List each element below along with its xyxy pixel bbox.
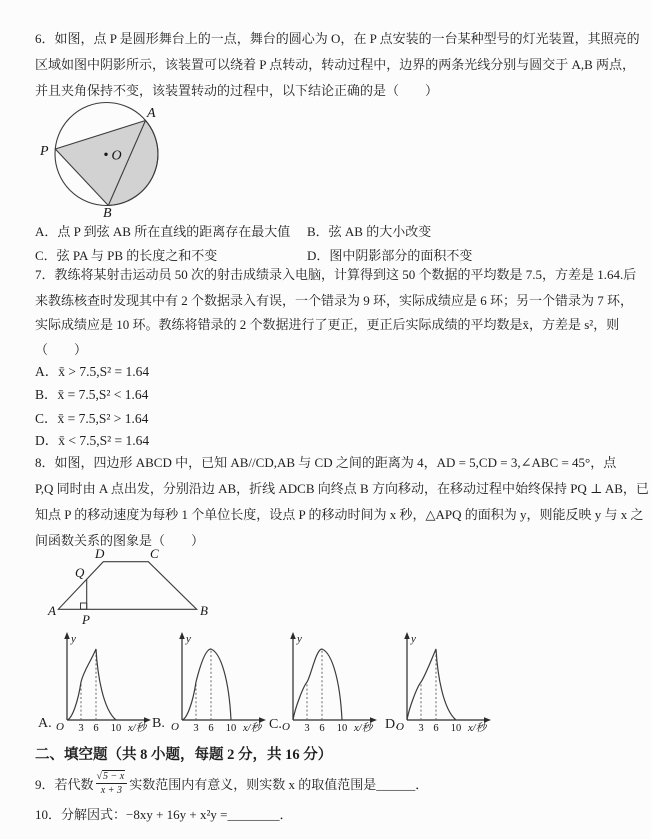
q6-option-b: B．弦 AB 的大小改变 <box>307 224 432 239</box>
tick-6: 6 <box>433 723 439 734</box>
right-angle-mark <box>81 603 87 609</box>
center-dot <box>104 153 107 156</box>
radical-sign: √ <box>96 771 103 782</box>
q7-option-c: C．x̄ = 7.5,S² > 1.64 <box>35 411 149 426</box>
x-axis-unit: x/秒 <box>468 723 487 734</box>
q8-line2: P,Q 同时由 A 点出发，分别沿边 AB，折线 ADCB 向终点 B 方向移动，在移动过程中始终保持 PQ ⊥ AB，已 <box>35 481 649 496</box>
y-axis-arrow <box>290 632 296 639</box>
origin-label: O <box>282 721 290 733</box>
y-axis-label: y <box>71 633 76 645</box>
q6-circle-figure <box>35 98 185 220</box>
y-axis-arrow <box>179 632 185 639</box>
curve-c <box>293 649 342 720</box>
origin-label: O <box>396 721 404 733</box>
q8-trapezoid-figure <box>40 548 220 630</box>
y-axis-label: y <box>186 633 191 645</box>
q8-graph-c <box>278 630 388 738</box>
tick-6: 6 <box>93 723 99 734</box>
label-d: D <box>95 548 105 561</box>
q9-fraction <box>96 770 128 796</box>
tick-10: 10 <box>336 723 348 734</box>
tick-10: 10 <box>225 723 237 734</box>
label-a: A <box>48 603 56 618</box>
q6-line1: 6．如图，点 P 是圆形舞台上的一点，舞台的圆心为 O，在 P 点安装的一台某种型号的灯光装置，其照亮的 <box>35 31 640 46</box>
x-axis-arrow <box>259 717 266 723</box>
q8-line3: 知点 P 的移动速度为每秒 1 个单位长度，设点 P 的移动时间为 x 秒，△APQ 的面积为 y，则能反映 y 与 x 之 <box>35 507 644 522</box>
tick-10: 10 <box>110 723 122 734</box>
tick-3: 3 <box>304 723 310 734</box>
tick-3: 3 <box>78 723 84 734</box>
label-c: C <box>150 548 159 561</box>
curve-d <box>407 649 456 720</box>
q9-suffix: 实数范围内有意义，则实数 x 的取值范围是______． <box>129 776 429 792</box>
tick-3: 3 <box>418 723 424 734</box>
q7-option-d: D．x̄ < 7.5,S² = 1.64 <box>35 433 150 448</box>
q6-line3: 并且夹角保持不变，该装置转动的过程中，以下结论正确的是（ ） <box>35 83 439 98</box>
shaded-region <box>55 121 158 206</box>
q7-line3: 实际成绩应是 10 环。教练将错录的 2 个数据进行了更正，更正后实际成绩的平均数是x̄，方差是 s²，则 <box>35 317 620 332</box>
q9-numerator: 5 − x <box>103 771 125 782</box>
tick-3: 3 <box>193 723 199 734</box>
y-axis-label: y <box>411 633 416 645</box>
x-axis-unit: x/秒 <box>128 723 147 734</box>
q7-line1: 7．教练将某射击运动员 50 次的射击成绩录入电脑，计算得到这 50 个数据的平均数是 7.5，方差是 1.64.后 <box>35 267 637 282</box>
label-b: B <box>200 603 208 618</box>
q10-line: 10．分解因式：−8xy + 16y + x²y =________． <box>35 807 293 822</box>
q8-line4: 间函数关系的图象是（ ） <box>35 533 205 548</box>
q8-graph-option-b-label: B. <box>152 716 165 731</box>
y-axis-arrow <box>404 632 410 639</box>
origin-label: O <box>171 721 179 733</box>
y-axis-arrow <box>64 632 70 639</box>
q6-option-a: A．点 P 到弦 AB 所在直线的距离存在最大值 <box>35 224 291 239</box>
label-a: A <box>147 106 156 121</box>
q8-line1: 8．如图，四边形 ABCD 中，已知 AB//CD,AB 与 CD 之间的距离为 4，AD = 5,CD = 3,∠ABC = 45°，点 <box>35 455 617 470</box>
tick-6: 6 <box>319 723 325 734</box>
curve-a <box>67 649 116 720</box>
x-axis-arrow <box>484 717 491 723</box>
q9-prefix: 9．若代数 <box>35 776 94 792</box>
origin-label: O <box>56 721 64 733</box>
q8-graph-b <box>167 630 277 738</box>
x-axis-unit: x/秒 <box>354 723 373 734</box>
q6-option-c: C．弦 PA 与 PB 的长度之和不变 <box>35 248 218 263</box>
q8-graph-d <box>392 630 502 738</box>
q8-graph-a <box>52 630 162 738</box>
q7-line4: （ ） <box>35 342 88 357</box>
curve-b <box>182 649 231 720</box>
x-axis-arrow <box>370 717 377 723</box>
q9-denominator: x + 3 <box>100 784 122 796</box>
q7-option-b: B．x̄ = 7.5,S² < 1.64 <box>35 387 149 402</box>
q7-line2: 来教练核查时发现其中有 2 个数据录入有误，一个错录为 9 环，实际成绩应是 6 环；另一个错录为 7 环， <box>35 293 634 308</box>
label-b: B <box>103 206 112 220</box>
q7-option-a: A．x̄ > 7.5,S² = 1.64 <box>35 364 150 379</box>
x-axis-arrow <box>144 717 151 723</box>
q8-graph-option-c-label: C. <box>269 717 282 732</box>
y-axis-label: y <box>297 633 302 645</box>
tick-6: 6 <box>208 723 214 734</box>
x-axis-unit: x/秒 <box>243 723 262 734</box>
label-q: Q <box>75 565 85 580</box>
label-p: P <box>82 612 90 627</box>
label-p: P <box>40 144 49 159</box>
tick-10: 10 <box>450 723 462 734</box>
section2-title: 二、填空题（共 8 小题，每题 2 分，共 16 分） <box>35 747 333 763</box>
label-o: O <box>111 148 122 164</box>
q8-graph-option-d-label: D. <box>385 717 399 732</box>
q6-line2: 区域如图中阴影所示，该装置可以绕着 P 点转动，转动过程中，边界的两条光线分别与圆交于 A,B 两点， <box>35 57 636 72</box>
q6-option-d: D．图中阴影部分的面积不变 <box>307 248 473 263</box>
q9-line <box>35 770 428 796</box>
q8-graph-option-a-label: A. <box>38 716 52 731</box>
